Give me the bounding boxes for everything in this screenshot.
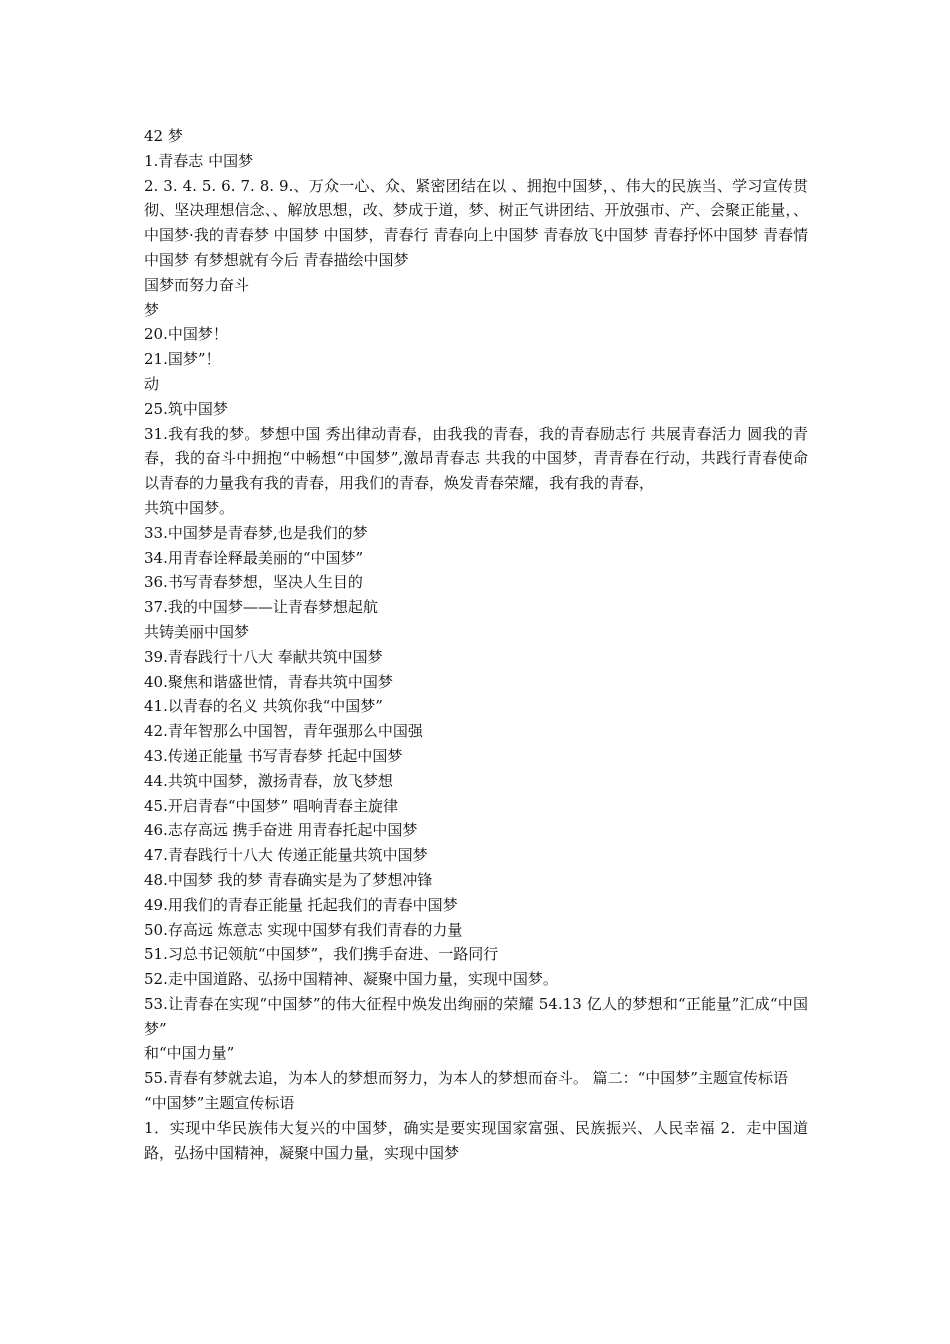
text-line: 53.让青春在实现“中国梦”的伟大征程中焕发出绚丽的荣耀 54.13 亿人的梦想和“正能量”汇成“中国梦”: [144, 994, 808, 1038]
text-line: 34.用青春诠释最美丽的“中国梦”: [144, 548, 364, 567]
text-line: 48.中国梦 我的梦 青春确实是为了梦想冲锋: [144, 870, 433, 889]
text-line: 25.筑中国梦: [144, 399, 228, 418]
text-line: 50.存高远 炼意志 实现中国梦有我们青春的力量: [144, 920, 463, 939]
text-line: 46.志存高远 携手奋进 用青春托起中国梦: [144, 821, 418, 840]
text-line: 动: [144, 374, 160, 393]
text-line: 42 梦: [144, 127, 183, 145]
text-line: 45.开启青春“中国梦” 唱响青春主旋律: [144, 796, 398, 815]
text-line: 37.我的中国梦——让青春梦想起航: [144, 598, 378, 617]
text-paragraph: “中国梦”主题宣传标语: [144, 1094, 295, 1113]
text-line: 55.青春有梦就去追，为本人的梦想而努力，为本人的梦想而奋斗。 篇二：“中国梦”主题宣传标语: [144, 1069, 788, 1088]
document-body: [144, 124, 808, 1165]
text-line: 49.用我们的青春正能量 托起我们的青春中国梦: [144, 895, 458, 914]
text-line: 1.青春志 中国梦: [144, 151, 254, 170]
text-line: 36.书写青春梦想，坚决人生目的: [144, 573, 363, 592]
text-line: 41.以青春的名义 共筑你我“中国梦”: [144, 697, 383, 716]
text-line: 共筑中国梦。: [144, 498, 235, 517]
text-line: 21.国梦”！: [144, 350, 221, 369]
text-line: 44.共筑中国梦，激扬青春，放飞梦想: [144, 771, 393, 790]
text-line: 39.青春践行十八大 奉献共筑中国梦: [144, 647, 383, 666]
text-line: 33.中国梦是青春梦,也是我们的梦: [144, 523, 368, 542]
text-paragraph: 2. 3. 4. 5. 6. 7. 8. 9.、万众一心、众、紧密团结在以 、拥抱中国梦，、伟大的民族当、学习宣传贯彻、坚决理想信念、、解放思想，改、梦成于道，梦、树正气讲团结、开放强市、产、会聚正能量，、中国梦·我的青春梦 中国梦 中国梦，青春行 青春向上中国梦 青春放飞中国梦 青春抒怀中国梦 青春情 中国梦 有梦想就有今后 青春描绘中国梦: [144, 176, 808, 269]
text-line: 40.聚焦和谐盛世情，青春共筑中国梦: [144, 672, 393, 691]
text-line: 47.青春践行十八大 传递正能量共筑中国梦: [144, 846, 428, 865]
text-line: 42.青年智那么中国智，青年强那么中国强: [144, 722, 423, 741]
text-paragraph: 和“中国力量”: [144, 1044, 235, 1063]
text-line: 20.中国梦！: [144, 325, 228, 344]
text-line: 51.习总书记领航“中国梦”，我们携手奋进、一路同行: [144, 945, 499, 964]
text-paragraph: 31.我有我的梦。梦想中国 秀出律动青春，由我我的青春，我的青春励志行 共展青春活力 圆我的青春，我的奋斗中拥抱“中畅想“中国梦”,激昂青春志 共我的中国梦，青青春在行动，共践行青春使命 以青春的力量我有我的青春，用我们的青春，焕发青春荣耀，我有我的青春，: [144, 424, 808, 493]
text-line: 43.传递正能量 书写青春梦 托起中国梦: [144, 746, 403, 765]
text-line: 梦: [144, 300, 160, 319]
text-line: 共铸美丽中国梦: [144, 622, 250, 641]
text-line: 52.走中国道路、弘扬中国精神、凝聚中国力量，实现中国梦。: [144, 970, 558, 989]
text-line: 1．实现中华民族伟大复兴的中国梦，确实是要实现国家富强、民族振兴、人民幸福 2．走中国道路，弘扬中国精神，凝聚中国力量，实现中国梦: [144, 1118, 808, 1162]
text-line: 国梦而努力奋斗: [144, 275, 250, 294]
